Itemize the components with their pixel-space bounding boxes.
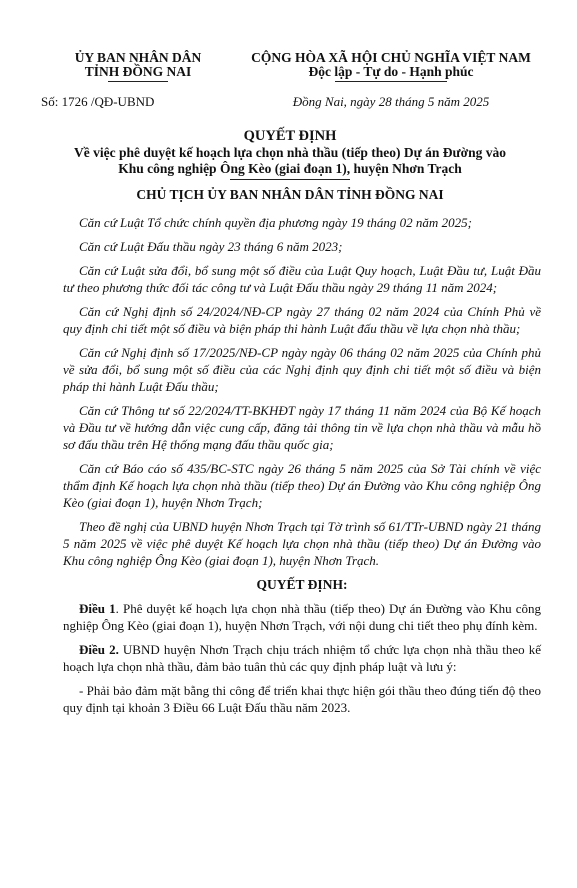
article-label: Điều 1 (79, 601, 116, 616)
legal-basis: Căn cứ Báo cáo số 435/BC-STC ngày 26 tháng 5 năm 2025 của Sở Tài chính về việc thẩm định Kế hoạch lựa chọn nhà thầu (tiếp theo) Dự án Đường vào Khu công nghiệp Ông Kèo (giai đoạn 1), huyện Nhơn Trạch; (63, 461, 541, 510)
document-header (41, 50, 547, 110)
legal-basis: Căn cứ Luật Đấu thầu ngày 23 tháng 6 năm 2023; (79, 239, 343, 254)
subject-line-2: Khu công nghiệp Ông Kèo (giai đoạn 1), huyện Nhơn Trạch (118, 161, 462, 176)
authority-line-1: ỦY BAN NHÂN DÂN (74, 50, 202, 65)
document-number: Số: 1726 /QĐ-UBND (41, 94, 155, 109)
motto-underline (335, 81, 447, 82)
authority-underline (108, 81, 168, 82)
subject-underline (230, 179, 350, 180)
legal-basis: Căn cứ Nghị định số 17/2025/NĐ-CP ngày ngày 06 tháng 02 năm 2025 của Chính phủ về sửa đổi, bổ sung một số điều của các Nghị định quy định chi tiết một số điều và biện pháp thi hành Luật Đấu thầu; (63, 345, 541, 394)
title-block (40, 128, 540, 203)
article-text: UBND huyện Nhơn Trạch chịu trách nhiệm tổ chức lựa chọn nhà thầu theo kế hoạch lựa chọn nhà thầu, đảm bảo tuân thủ các quy định pháp luật và lưu ý: (63, 642, 541, 674)
legal-basis: Theo đề nghị của UBND huyện Nhơn Trạch tại Tờ trình số 61/TTr-UBND ngày 21 tháng 5 năm 2025 về việc phê duyệt Kế hoạch lựa chọn nhà thầu (tiếp theo) Dự án Đường vào Khu công nghiệp Ông Kèo (giai đoạn 1), huyện Nhơn Trạch. (63, 519, 541, 568)
article-1 (63, 600, 541, 634)
authority-line-2: TỈNH ĐỒNG NAI (84, 64, 192, 79)
document-type: QUYẾT ĐỊNH (243, 128, 337, 144)
article-label: Điều 2. (79, 642, 119, 657)
article-2-note: - Phải bảo đảm mặt bằng thi công để triển khai thực hiện gói thầu theo đúng tiến độ theo quy định tại khoản 3 Điều 66 Luật Đấu thầu năm 2023. (63, 683, 541, 715)
signing-authority: CHỦ TỊCH ỦY BAN NHÂN DÂN TỈNH ĐỒNG NAI (136, 187, 444, 202)
issue-date: Đồng Nai, ngày 28 tháng 5 năm 2025 (292, 94, 490, 109)
legal-basis: Căn cứ Luật sửa đổi, bổ sung một số điều của Luật Quy hoạch, Luật Đầu tư, Luật Đầu tư theo phương thức đối tác công tư và Luật Đấu thầu ngày 29 tháng 11 năm 2024; (63, 263, 541, 295)
article-2 (63, 641, 541, 675)
subject-line-1: Về việc phê duyệt kế hoạch lựa chọn nhà thầu (tiếp theo) Dự án Đường vào (74, 145, 506, 160)
legal-basis: Căn cứ Nghị định số 24/2024/NĐ-CP ngày 27 tháng 02 năm 2024 của Chính Phủ về quy định chi tiết một số điều và biện pháp thi hành Luật đấu thầu về lựa chọn nhà thầu; (63, 304, 541, 336)
legal-basis: Căn cứ Luật Tổ chức chính quyền địa phương ngày 19 tháng 02 năm 2025; (79, 215, 472, 230)
decision-heading: QUYẾT ĐỊNH: (256, 577, 348, 592)
legal-basis: Căn cứ Thông tư số 22/2024/TT-BKHĐT ngày 17 tháng 11 năm 2024 của Bộ Kế hoạch và Đầu tư về hướng dẫn việc cung cấp, đăng tải thông tin về lựa chọn nhà thầu và mẫu hồ sơ đấu thầu trên Hệ thống mạng đấu thầu quốc gia; (63, 403, 541, 452)
motto: Độc lập - Tự do - Hạnh phúc (308, 64, 474, 79)
country-name: CỘNG HÒA XÃ HỘI CHỦ NGHĨA VIỆT NAM (251, 50, 531, 65)
document-body (63, 214, 541, 723)
article-text: . Phê duyệt kế hoạch lựa chọn nhà thầu (tiếp theo) Dự án Đường vào Khu công nghiệp Ông Kèo (giai đoạn 1), huyện Nhơn Trạch, với nội dung chi tiết theo phụ đính kèm. (63, 601, 541, 633)
